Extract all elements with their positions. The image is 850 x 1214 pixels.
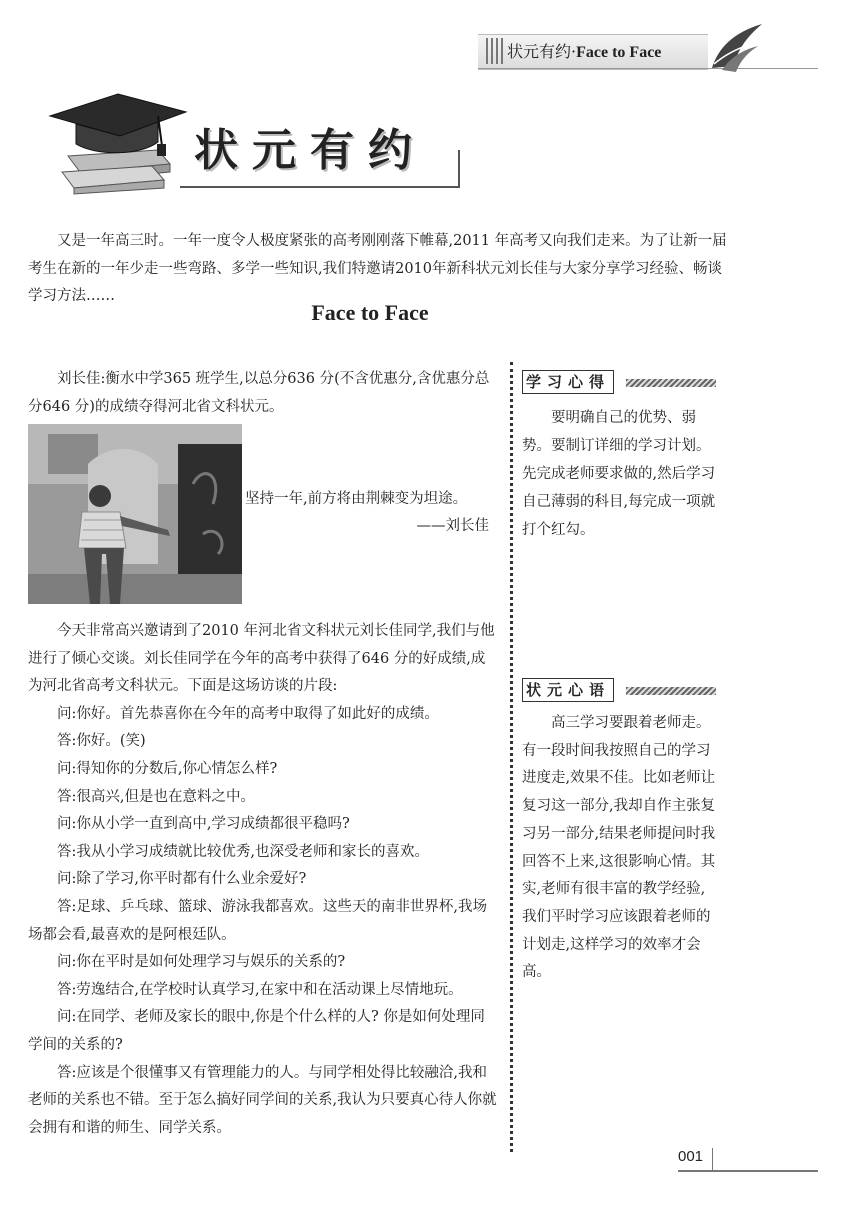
interview-paragraph: 答:足球、乒乓球、篮球、游泳我都喜欢。这些天的南非世界杯,我场场都会看,最喜欢的是阿根廷队。	[28, 898, 487, 943]
banner-rule-end	[458, 150, 460, 188]
page-number: 001	[678, 1148, 704, 1165]
interview-paragraph: 问:得知你的分数后,你心情怎么样?	[57, 760, 278, 777]
sidebar-heading-bar	[626, 379, 716, 387]
sidebar-heading-study-tips	[522, 370, 717, 394]
interview-body	[28, 618, 498, 1142]
interview-paragraph: 答:应该是个很懂事又有管理能力的人。与同学相处得比较融洽,我和老师的关系也不错。至于怎么搞好同学间的关系,我认为只要真心待人你就会拥有和谐的师生、同学关系。	[28, 1064, 497, 1136]
sidebar-heading-label: 状元心语	[522, 678, 614, 702]
banner-title: 状元有约	[194, 125, 426, 176]
sidebar-text-study-tips: 要明确自己的优势、弱势。要制订详细的学习计划。先完成老师要求做的,然后学习自己薄弱的科目,每完成一项就打个红勾。	[522, 410, 716, 538]
student-photo	[28, 424, 242, 604]
interview-paragraph: 今天非常高兴邀请到了2010 年河北省文科状元刘长佳同学,我们与他进行了倾心交谈。刘长佳同学在今年的高考中获得了646 分的好成绩,成为河北省高考文科状元。下面是这场访谈的片段:	[28, 623, 495, 695]
graduation-cap-icon	[40, 86, 190, 196]
intro-paragraph: 又是一年高三时。一年一度令人极度紧张的高考刚刚落下帷幕,2011 年高考又向我们走来。为了让新一届考生在新的一年少走一些弯路、多学一些知识,我们特邀请2010年新科状元刘长佳与大家分享学习经验、畅谈学习方法……	[28, 233, 727, 305]
sidebar-text-top-scorer-words: 高三学习要跟着老师走。有一段时间我按照自己的学习进度走,效果不佳。比如老师让复习这一部分,我却自作主张复习另一部分,结果老师提问时我回答不上来,这很影响心情。其实,老师有很丰富的教学经验,我们平时学习应该跟着老师的计划走,这样学习的效率才会高。	[522, 715, 716, 981]
banner-rule	[180, 186, 460, 188]
sidebar-heading-top-scorer-words	[522, 678, 717, 702]
sidebar-heading-label: 学习心得	[522, 370, 614, 394]
profile-paragraph: 刘长佳:衡水中学365 班学生,以总分636 分(不含优惠分,含优惠分总分646 分)的成绩夺得河北省文科状元。	[28, 371, 490, 415]
leaf-ornament-icon	[708, 18, 768, 74]
header-section-en: Face to Face	[576, 44, 662, 61]
quote-text: 坚持一年,前方将由荆棘变为坦途。	[245, 491, 468, 507]
interview-paragraph: 答:劳逸结合,在学校时认真学习,在家中和在活动课上尽情地玩。	[57, 981, 463, 998]
interview-paragraph: 问:你在平时是如何处理学习与娱乐的关系的?	[57, 954, 346, 971]
quote-author: ——刘长佳	[416, 518, 489, 534]
interview-paragraph: 问:你好。首先恭喜你在今年的高考中取得了如此好的成绩。	[57, 705, 439, 722]
header-section-cn: 状元有约	[507, 42, 572, 61]
interview-paragraph: 问:在同学、老师及家长的眼中,你是个什么样的人? 你是如何处理同学间的关系的?	[28, 1009, 485, 1053]
header-stripes	[486, 38, 504, 64]
interview-paragraph: 答:我从小学习成绩就比较优秀,也深受老师和家长的喜欢。	[57, 843, 429, 860]
interview-paragraph: 答:你好。(笑)	[57, 733, 146, 750]
interview-paragraph: 问:你从小学一直到高中,学习成绩都很平稳吗?	[57, 816, 350, 833]
header-dot: ·	[571, 42, 577, 61]
article-title: Face to Face	[311, 300, 429, 325]
footer-tick	[712, 1148, 713, 1170]
book-stack-icon	[62, 150, 170, 194]
running-header	[507, 39, 661, 62]
interview-paragraph: 问:除了学习,你平时都有什么业余爱好?	[57, 871, 307, 888]
sidebar-heading-bar	[626, 687, 716, 695]
footer-rule	[678, 1170, 818, 1172]
column-divider	[510, 362, 513, 1152]
interview-paragraph: 答:很高兴,但是也在意料之中。	[57, 788, 255, 805]
